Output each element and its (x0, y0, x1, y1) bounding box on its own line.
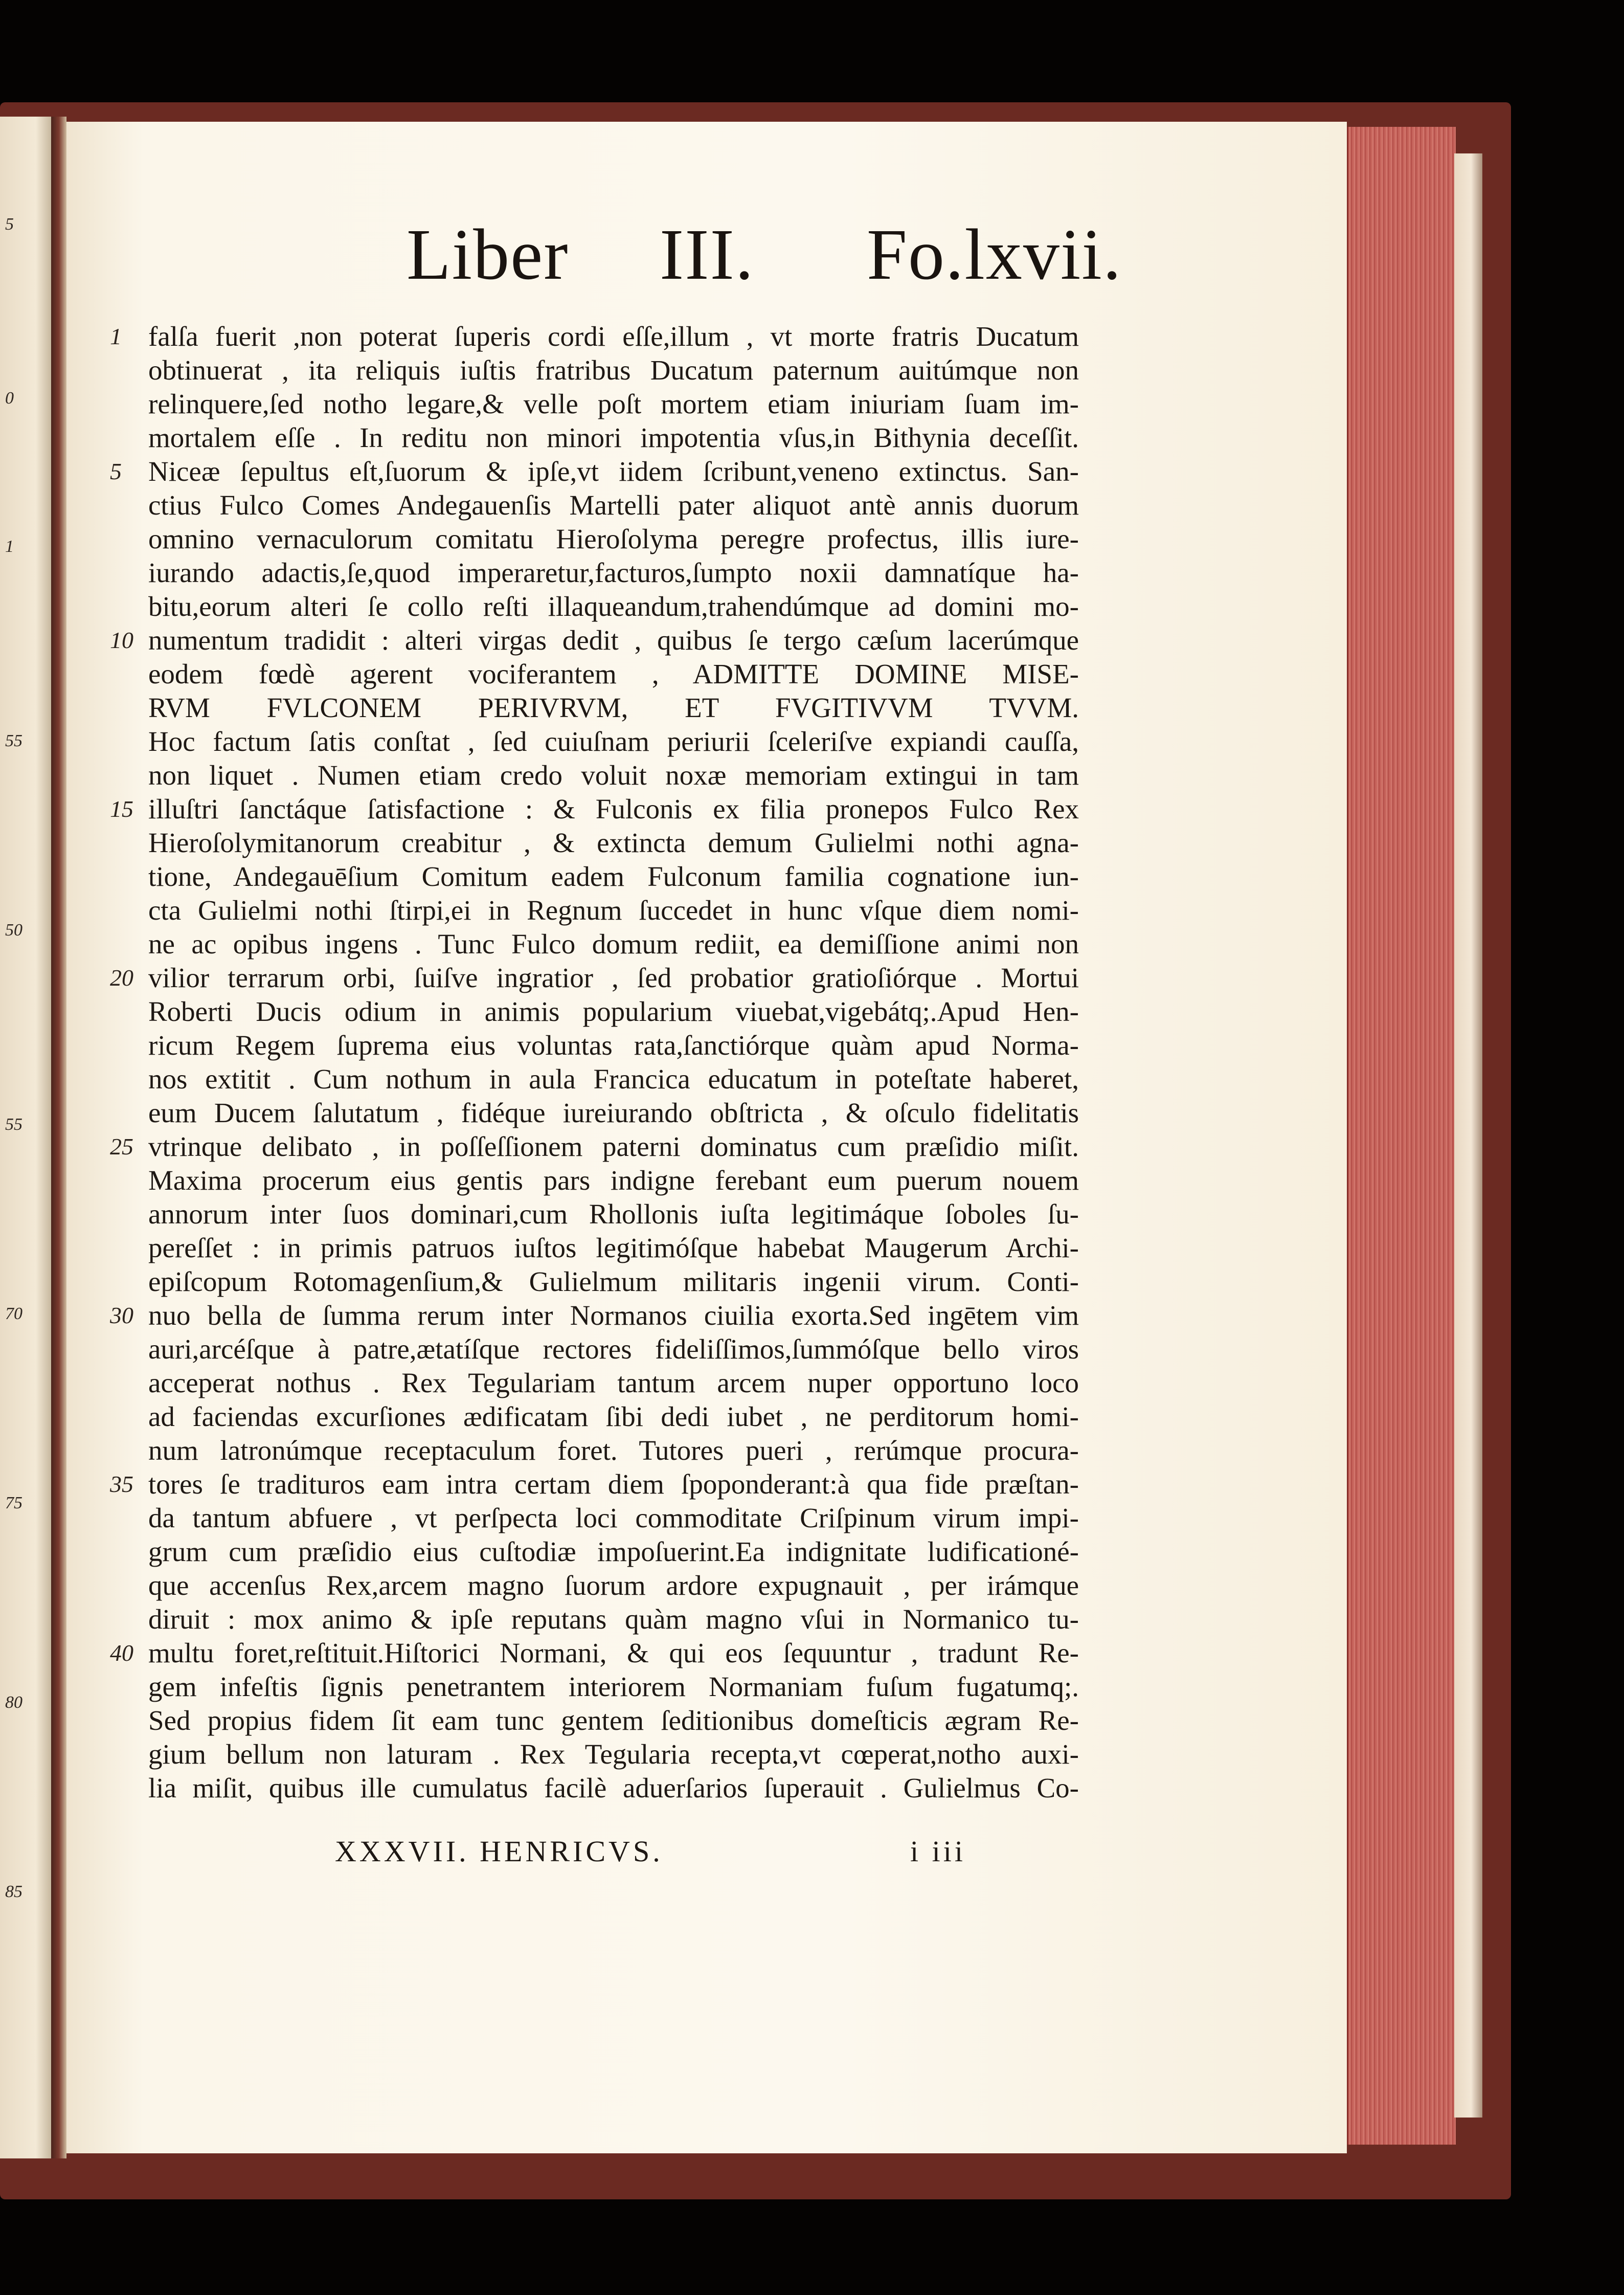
line-number (110, 1771, 146, 1805)
line-number (110, 657, 146, 691)
text-line: Maxima procerum eius gentis pars indigne ferebant eum puerum nouem (148, 1165, 1079, 1196)
left-page-line-number: 0 (5, 389, 14, 408)
text-line: numentum tradidit : alteri virgas dedit , quibus ſe tergo cæſum lacerúmque (148, 625, 1079, 656)
line-number (110, 1501, 146, 1535)
text-line: auri,arcéſque à patre,ætatíſque rectores fideliſſimos,ſummóſque bello viros (148, 1333, 1079, 1365)
text-line: ad faciendas excurſiones ædificatam ſibi dedi iubet , ne perditorum homi- (148, 1401, 1079, 1432)
line-number: 15 (110, 796, 133, 822)
left-page-line-number: 50 (5, 921, 22, 940)
page-header-folio: Fo.lxvii. (867, 214, 1122, 295)
text-line: cta Gulielmi nothi ſtirpi,ei in Regnum ſuccedet in hunc vſque diem nomi- (148, 895, 1079, 926)
text-line: tores ſe tradituros eam intra certam diem ſpoponderant:à qua fide præſtan- (148, 1468, 1079, 1500)
text-line: ricum Regem ſuprema eius voluntas rata,ſanctiórque quàm apud Norma- (148, 1030, 1079, 1061)
line-number (110, 1569, 146, 1602)
line-number (110, 691, 146, 725)
line-number (110, 725, 146, 759)
line-number (110, 421, 146, 455)
line-number: 1 (110, 323, 122, 349)
line-number (110, 1062, 146, 1096)
text-line: que accenſus Rex,arcem magno ſuorum ardore expugnauit , per irámque (148, 1570, 1079, 1601)
line-number (110, 1231, 146, 1265)
line-number: 5 (110, 458, 122, 484)
line-number (110, 1400, 146, 1434)
line-number (110, 522, 146, 556)
line-number: 25 (110, 1133, 133, 1160)
line-number (110, 488, 146, 522)
line-number (110, 1366, 146, 1400)
line-number (110, 1029, 146, 1062)
text-line: eodem fœdè agerent vociferantem , ADMITTE DOMINE MISE- (148, 658, 1079, 689)
text-line: bitu,eorum alteri ſe collo reſti illaqueandum,trahendúmque ad domini mo- (148, 591, 1079, 622)
line-number (110, 995, 146, 1029)
text-line: eum Ducem ſalutatum , fidéque iureiurando obſtricta , & oſculo fidelitatis (148, 1097, 1079, 1128)
left-page-line-number: 1 (5, 537, 14, 556)
line-number (110, 1164, 146, 1197)
line-number: 35 (110, 1471, 133, 1497)
text-line: ctius Fulco Comes Andegauenſis Martelli pater aliquot antè annis duorum (148, 489, 1079, 521)
text-line: Roberti Ducis odium in animis popularium viuebat,vigebátq;.Apud Hen- (148, 996, 1079, 1027)
line-number (110, 590, 146, 623)
line-number (110, 860, 146, 894)
line-number (110, 1434, 146, 1467)
text-line: diruit : mox animo & ipſe reputans quàm magno vſui in Normanico tu- (148, 1603, 1079, 1635)
text-line: annorum inter ſuos dominari,cum Rhollonis iuſta legitimáque ſoboles ſu- (148, 1198, 1079, 1230)
text-line: num latronúmque receptaculum foret. Tutores pueri , rerúmque procura- (148, 1435, 1079, 1466)
text-line: gem infeſtis ſignis penetrantem interiorem Normaniam fuſum fugatumq;. (148, 1671, 1079, 1702)
left-page-line-number: 70 (5, 1304, 22, 1323)
back-cover-edge (1454, 153, 1482, 2118)
line-number (110, 1737, 146, 1771)
text-line: pereſſet : in primis patruos iuſtos legitimóſque habebat Maugerum Archi- (148, 1232, 1079, 1263)
text-line: falſa fuerit ,non poterat ſuperis cordi eſſe,illum , vt morte fratris Ducatum (148, 321, 1079, 352)
line-number (110, 353, 146, 387)
text-line: grum cum præſidio eius cuſtodiæ impoſuerint.Ea indignitate ludificationé- (148, 1536, 1079, 1567)
line-number: 40 (110, 1640, 133, 1666)
text-line: vilior terrarum orbi, ſuiſve ingratior , ſed probatior gratioſiórque . Mortui (148, 962, 1079, 993)
line-number (110, 1704, 146, 1737)
left-page-edge (0, 117, 51, 2158)
line-number (110, 759, 146, 792)
line-number: 10 (110, 627, 133, 653)
text-line: da tantum abfuere , vt perſpecta loci commoditate Criſpinum virum impi- (148, 1502, 1079, 1533)
text-line: illuſtri ſanctáque ſatisfactione : & Fulconis ex filia pronepos Fulco Rex (148, 793, 1079, 825)
line-number (110, 826, 146, 860)
line-number (110, 927, 146, 961)
line-number (110, 1096, 146, 1130)
line-number (110, 894, 146, 927)
text-line: epiſcopum Rotomagenſium,& Gulielmum militaris ingenii virum. Conti- (148, 1266, 1079, 1297)
page-header-book: III. (660, 214, 755, 295)
text-line: omnino vernaculorum comitatu Hieroſolyma peregre profectus, illis iure- (148, 523, 1079, 554)
text-line: Sed propius fidem ſit eam tunc gentem ſeditionibus domeſticis ægram Re- (148, 1705, 1079, 1736)
line-number (110, 1670, 146, 1704)
left-page-line-number: 85 (5, 1882, 22, 1901)
text-line: mortalem eſſe . In reditu non minori impotentia vſus,in Bithynia deceſſit. (148, 422, 1079, 453)
text-line: ne ac opibus ingens . Tunc Fulco domum rediit, ea demiſſione animi non (148, 928, 1079, 960)
text-line: Niceæ ſepultus eſt,ſuorum & ipſe,vt iidem ſcribunt,veneno extinctus. San- (148, 456, 1079, 487)
line-number (110, 1197, 146, 1231)
text-line: obtinuerat , ita reliquis iuſtis fratribus Ducatum paternum auitúmque non (148, 354, 1079, 386)
text-line: tione, Andegauēſium Comitum eadem Fulconum familia cognatione iun- (148, 861, 1079, 892)
text-line: nuo bella de ſumma rerum inter Normanos ciuilia exorta.Sed ingētem vim (148, 1300, 1079, 1331)
line-number (110, 556, 146, 590)
red-fore-edge (1347, 127, 1456, 2145)
book-gutter (51, 117, 66, 2158)
line-number (110, 1535, 146, 1569)
text-line: lia miſit, quibus ille cumulatus facilè aduerſarios ſuperauit . Gulielmus Co- (148, 1772, 1079, 1803)
left-page-line-number: 80 (5, 1693, 22, 1712)
running-title-footer: XXXVII. HENRICVS. (335, 1835, 663, 1868)
text-line: relinquere,ſed notho legare,& velle poſt mortem etiam iniuriam ſuam im- (148, 388, 1079, 419)
left-page-line-number: 55 (5, 1115, 22, 1134)
text-line: non liquet . Numen etiam credo voluit noxæ memoriam extingui in tam (148, 760, 1079, 791)
text-line: acceperat nothus . Rex Tegulariam tantum arcem nuper opportuno loco (148, 1367, 1079, 1398)
text-line: nos extitit . Cum nothum in aula Francica educatum in poteſtate haberet, (148, 1063, 1079, 1095)
line-number (110, 1265, 146, 1299)
line-number: 30 (110, 1302, 133, 1328)
text-line: multu foret,reſtituit.Hiſtorici Normani, & qui eos ſequuntur , tradunt Re- (148, 1637, 1079, 1668)
page-header-title: Liber (407, 214, 569, 295)
text-line: Hieroſolymitanorum creabitur , & extincta demum Gulielmi nothi agna- (148, 827, 1079, 858)
text-line: iurando adactis,ſe,quod imperaretur,facturos,ſumpto noxii damnatíque ha- (148, 557, 1079, 588)
text-line: RVM FVLCONEM PERIVRVM, ET FVGITIVVM TVVM. (148, 692, 1079, 723)
text-line: vtrinque delibato , in poſſeſſionem paterni dominatus cum præſidio miſit. (148, 1131, 1079, 1162)
left-page-line-number: 55 (5, 731, 22, 750)
line-number (110, 1332, 146, 1366)
line-number (110, 1602, 146, 1636)
text-line: Hoc factum ſatis conſtat , ſed cuiuſnam periurii ſceleriſve expiandi cauſſa, (148, 726, 1079, 757)
signature-mark: i iii (910, 1835, 966, 1868)
left-page-line-number: 75 (5, 1494, 22, 1512)
text-line: gium bellum non laturam . Rex Tegularia recepta,vt cœperat,notho auxi- (148, 1739, 1079, 1770)
left-page-line-number: 5 (5, 215, 14, 234)
line-number (110, 387, 146, 421)
line-number: 20 (110, 965, 133, 991)
